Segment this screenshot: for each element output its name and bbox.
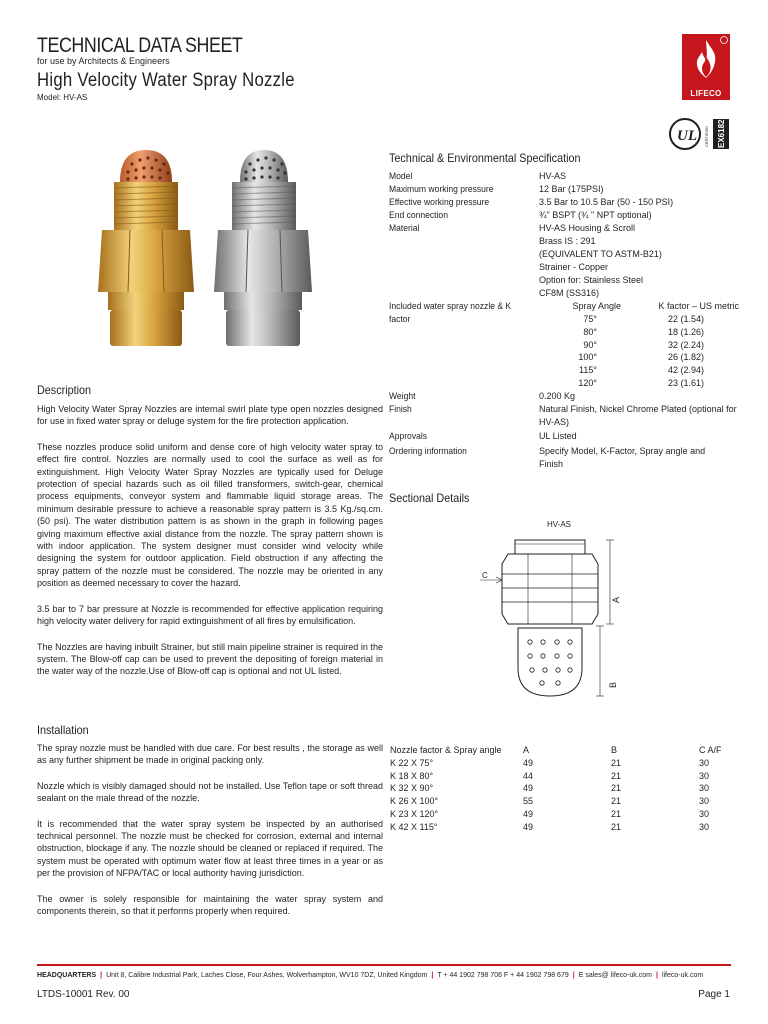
svg-text:EX6182: EX6182: [717, 119, 726, 148]
finish-line: HV-AS): [539, 416, 570, 427]
svg-text:UL: UL: [677, 128, 697, 144]
footer-hq: HEADQUARTERS: [37, 972, 97, 979]
column-header: B: [611, 745, 618, 755]
column-header: Nozzle factor & Spray angle: [390, 745, 502, 755]
table-cell: 21: [611, 808, 622, 819]
kfactor-angle: 120°: [578, 377, 597, 388]
spec-key: End connection: [389, 210, 448, 220]
table-cell: 30: [699, 770, 710, 781]
spec-row-model: [389, 170, 731, 183]
table-cell: 49: [523, 821, 534, 832]
spec-row-weight: [389, 390, 731, 403]
table-row: [390, 808, 730, 821]
footer-separator: |: [572, 972, 575, 979]
spec-table: [389, 170, 739, 471]
kfactor-row: [539, 313, 739, 326]
footer-email-link[interactable]: E sales@ lifeco-uk.com: [578, 972, 652, 979]
kfactor-row: [539, 339, 739, 352]
kfactor-value: 18 (1.26): [667, 326, 704, 337]
description-paragraph: 3.5 bar to 7 bar pressure at Nozzle is recommended for effective application requiring high velocity water delivery for rapid extinguishment of all fires by emulsification.: [37, 603, 383, 627]
ul-listed-mark: [668, 117, 732, 151]
description-paragraph: These nozzles produce solid uniform and dense core of high velocity water spray to effect fire control. Nozzles are normally used to cool the surface as well as for extinguishment. High Velocity Water Spray Nozzles are typically used for Deluge protection of special hazards such as oil filled transformers, switch-gear, chemical process equipments, conveyor system and flammable liquid storage areas. The minimum desirable pressure to achieve a reasonable spray pattern is 3.5 Kg./sq.cm. (50 psi). The water distribution pattern is as shown in the graph in following pages giving maximum effective axial distance from the nozzle. The spray pattern shown is with indoor application. The system designer must consider wind velocity while designing the system for outdoor application. Field obstruction if any affecting the spray pattern of the nozzle must be considered. The nozzle may be oriented in any position as deemed necessary to cover the hazard.: [37, 441, 383, 589]
material-line: Strainer - Copper: [539, 262, 609, 272]
table-cell: 30: [699, 757, 710, 768]
spec-row-effective-pressure: [389, 196, 731, 209]
kfactor-angle: 90°: [583, 339, 597, 350]
table-cell: 30: [699, 796, 710, 807]
material-line: CF8M (SS316): [539, 288, 600, 298]
nozzle-dimension-table: [390, 744, 730, 834]
steel-nozzle-image: [214, 150, 312, 346]
kfactor-header-k: K factor – US metric: [658, 301, 739, 311]
table-cell: 21: [611, 770, 622, 781]
spec-value: 0.200 Kg: [539, 390, 576, 401]
table-cell: K 23 X 120°: [390, 808, 439, 819]
spec-row-finish: [389, 403, 737, 429]
nozzle-table-header: [390, 744, 730, 757]
drawing-label: HV-AS: [547, 520, 572, 529]
kfactor-angle: 100°: [578, 352, 597, 363]
table-cell: 21: [611, 783, 622, 794]
document-number: LTDS-10001 Rev. 00: [37, 989, 130, 1000]
svg-text:CERTIFIED: CERTIFIED: [704, 125, 709, 147]
footer-separator: |: [100, 972, 103, 979]
spec-value: 3.5 Bar to 10.5 Bar (50 - 150 PSI): [539, 197, 674, 207]
spec-row-approvals: [389, 430, 731, 443]
kfactor-header: [539, 300, 739, 313]
table-row: [390, 795, 730, 808]
spec-value: ¾" BSPT (¾ " NPT optional): [539, 210, 652, 220]
kfactor-table: [539, 300, 739, 390]
product-title: High Velocity Water Spray Nozzle: [37, 70, 295, 91]
description-paragraph: High Velocity Water Spray Nozzles are internal swirl plate type open nozzles designed for use in fixed water spray or deluge system for the fire protection application.: [37, 404, 383, 427]
kfactor-value: 22 (1.54): [667, 314, 704, 324]
spec-key-line: factor: [389, 314, 411, 324]
table-cell: K 26 X 100°: [390, 796, 439, 807]
table-cell: 44: [523, 770, 534, 781]
spec-key: [389, 300, 532, 390]
spec-key: Material: [389, 223, 420, 233]
flame-icon: [682, 34, 730, 88]
kfactor-row: [539, 364, 739, 377]
description-heading: Description: [37, 383, 92, 397]
table-cell: 49: [523, 783, 534, 794]
document-subtitle: for use by Architects & Engineers: [37, 56, 170, 66]
spec-key: Approvals: [389, 430, 428, 441]
column-header: A: [523, 745, 530, 755]
dimension-b-label: B: [608, 681, 618, 688]
footer-contact: [37, 972, 737, 979]
material-line: HV-AS Housing & Scroll: [539, 223, 636, 233]
sectional-heading: Sectional Details: [389, 491, 470, 505]
installation-paragraph: It is recommended that the water spray system be inspected by an authorised technical personnel. The nozzle must be checked for corrosion, external and internal obstruction, blockage if any. The nozzle should be cleaned or replaced if required. The system must be operated with optimum water flow at least three times in a year or as per the provision of NFPA/TAC or local authority having jurisdiction.: [37, 818, 383, 879]
footer-separator: |: [655, 972, 658, 979]
spec-value: HV-AS: [539, 171, 567, 181]
spec-value: Specify Model, K-Factor, Spray angle and Finish: [539, 445, 706, 469]
installation-text: [37, 742, 383, 930]
description-text: [37, 403, 383, 691]
spec-key: Model: [389, 171, 413, 181]
spec-heading: Technical & Environmental Specification: [389, 151, 581, 165]
spec-key: Finish: [389, 403, 412, 414]
installation-paragraph: The owner is solely responsible for maintaining the water spray system and components therein, so that it performs properly when required.: [37, 893, 383, 917]
spec-value: [539, 222, 731, 300]
spec-row-material: [389, 222, 731, 300]
spec-key: Effective working pressure: [389, 197, 490, 207]
logo-wordmark: LIFECO: [690, 89, 722, 98]
brass-nozzle-image: [98, 150, 194, 346]
footer-phone: T + 44 1902 798 706 F + 44 1902 798 679: [437, 972, 569, 979]
spec-value: [539, 403, 737, 429]
kfactor-angle: 115°: [579, 365, 597, 376]
kfactor-value: 32 (2.24): [667, 339, 704, 350]
kfactor-header-angle: Spray Angle: [572, 301, 621, 311]
footer-divider: [37, 964, 731, 966]
spec-key-line: Included water spray nozzle & K: [389, 301, 512, 311]
spec-value: 12 Bar (175PSI): [539, 184, 604, 194]
spec-value: UL Listed: [539, 430, 577, 441]
kfactor-value: 26 (1.82): [667, 352, 704, 363]
table-cell: 21: [611, 796, 622, 807]
kfactor-row: [539, 351, 739, 364]
spec-key: Weight: [389, 390, 416, 401]
table-cell: 30: [699, 808, 710, 819]
sectional-drawing: [470, 518, 640, 723]
footer-address: Unit 8, Calibre Industrial Park, Laches Close, Four Ashes, Wolverhampton, WV10 7DZ, United Kingdom: [106, 972, 428, 979]
spec-key: Maximum working pressure: [389, 184, 494, 194]
footer-separator: |: [431, 972, 434, 979]
table-cell: K 42 X 115°: [390, 821, 438, 832]
spec-row-kfactor: [389, 300, 739, 390]
finish-line: Natural Finish, Nickel Chrome Plated (optional for: [539, 403, 737, 414]
kfactor-row: [539, 326, 739, 339]
lifeco-logo: [682, 34, 730, 100]
table-row: [390, 757, 730, 770]
table-cell: 30: [699, 783, 710, 794]
column-header: C A/F: [699, 745, 722, 755]
table-cell: 21: [611, 821, 622, 832]
kfactor-angle: 80°: [583, 326, 597, 337]
table-cell: 49: [523, 757, 534, 768]
material-line: Option for: Stainless Steel: [539, 275, 644, 285]
table-row: [390, 770, 730, 783]
material-line: (EQUIVALENT TO ASTM-B21): [539, 249, 662, 259]
table-row: [390, 782, 730, 795]
table-cell: K 22 X 75°: [390, 757, 434, 768]
table-cell: 49: [523, 808, 534, 819]
spec-row-ordering: [389, 445, 731, 471]
model-label: Model: HV-AS: [37, 93, 88, 102]
spec-key: Ordering information: [389, 445, 467, 456]
table-cell: 21: [611, 757, 622, 768]
kfactor-value: 42 (2.94): [667, 365, 704, 376]
spec-row-end-connection: [389, 209, 731, 222]
spec-row-max-pressure: [389, 183, 731, 196]
footer-website-link[interactable]: lifeco-uk.com: [661, 972, 704, 979]
kfactor-angle: 75°: [583, 314, 597, 324]
page-number: Page 1: [698, 989, 730, 1000]
dimension-c-label: C: [482, 571, 488, 580]
product-photo: [80, 142, 380, 357]
table-row: [390, 821, 730, 834]
document-title: TECHNICAL DATA SHEET: [37, 34, 243, 57]
installation-paragraph: Nozzle which is visibly damaged should not be installed. Use Teflon tape or soft thread sealant on the male thread of the nozzle.: [37, 780, 383, 804]
installation-heading: Installation: [37, 723, 89, 737]
table-cell: K 32 X 90°: [390, 783, 434, 794]
dimension-a-label: A: [611, 596, 621, 603]
installation-paragraph: The spray nozzle must be handled with due care. For best results , the storage as well as any further shipment be made in original packing only.: [37, 743, 383, 766]
table-cell: K 18 X 80°: [390, 770, 434, 781]
material-line: Brass IS : 291: [539, 236, 596, 246]
table-cell: 30: [699, 821, 710, 832]
description-paragraph: The Nozzles are having inbuilt Strainer, but still main pipeline strainer is required in the system. The Blow-off cap can be used to prevent the depositing of foreign material in the water way of the nozzle.Use of Blow-off cap is optional and not UL listed.: [37, 641, 383, 677]
table-cell: 55: [523, 796, 534, 807]
kfactor-row: [539, 377, 739, 390]
kfactor-value: 23 (1.61): [667, 377, 704, 388]
